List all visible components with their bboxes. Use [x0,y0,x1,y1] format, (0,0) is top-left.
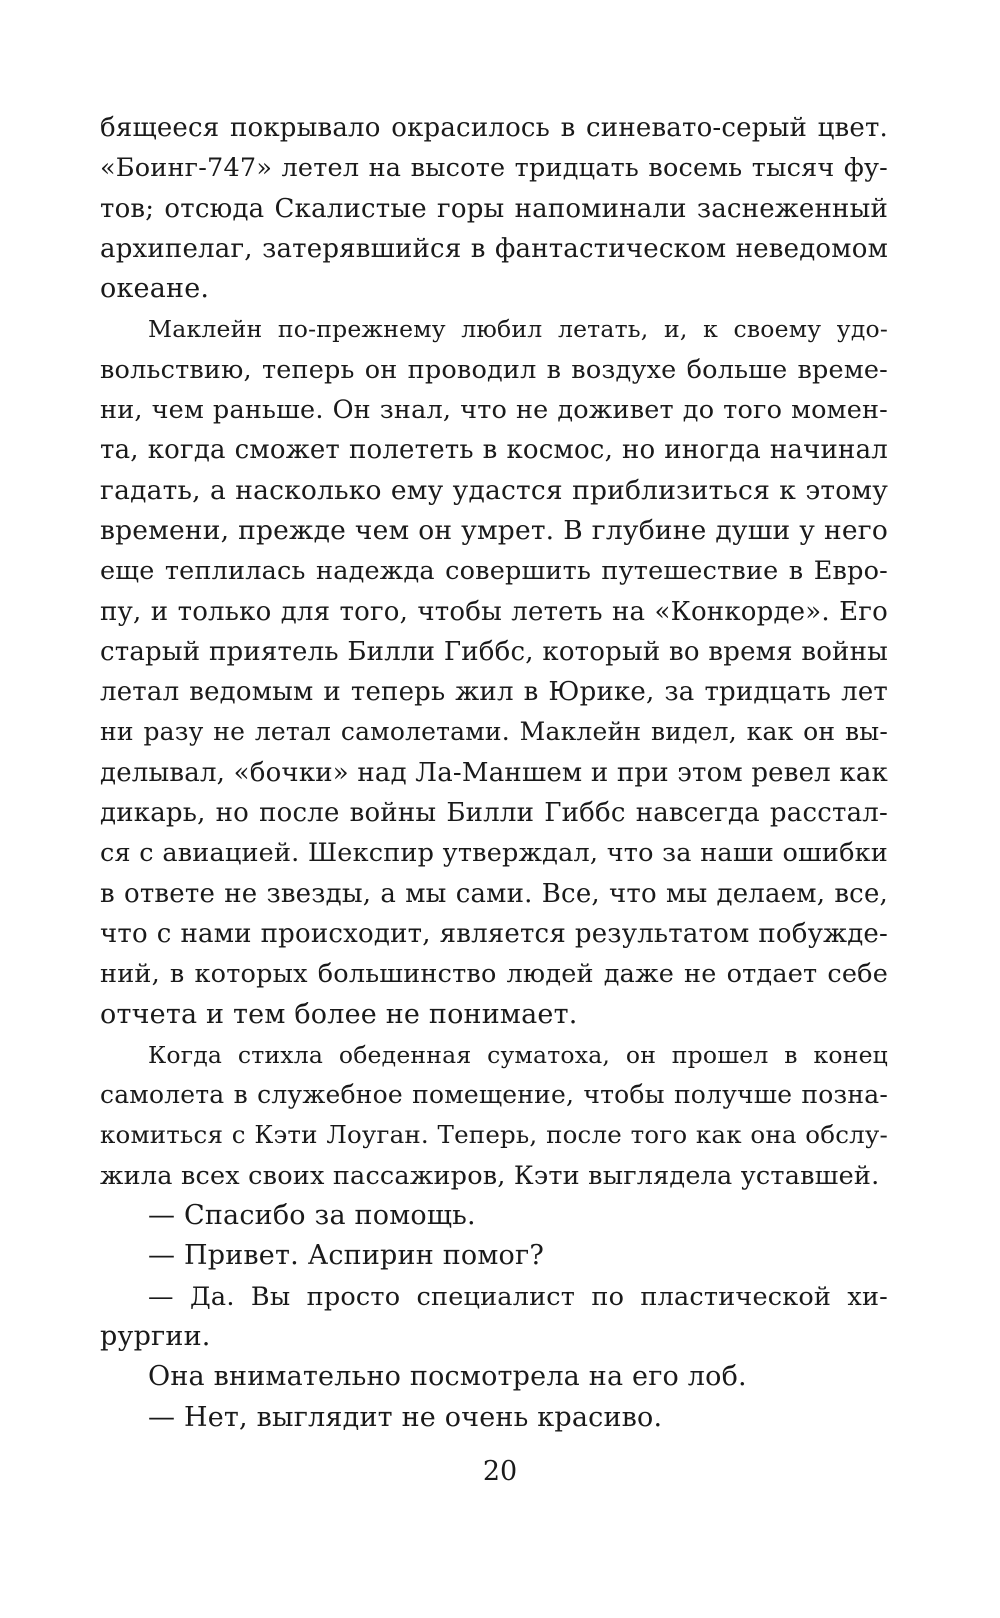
text-line: архипелаг, затерявшийся в фантастическом неведомом [100,233,888,264]
text-line: времени, прежде чем он умрет. В глубине души у него [100,514,888,546]
text-line: ся с авиацией. Шекспир утверждал, что за наши ошибки [100,838,888,869]
text-line: еще теплилась надежда совершить путешествие в Евро- [100,556,888,587]
text-line: Она внимательно посмотрела на его лоб. [148,1361,747,1393]
text-line: летал ведомым и теперь жил в Юрике, за тридцать лет [100,677,888,708]
text-line: дикарь, но после войны Билли Гиббс навсегда расстал- [100,798,888,829]
text-line: «Боинг-747» летел на высоте тридцать восемь тысяч фу- [100,153,888,184]
text-line: ни разу не летал самолетами. Маклейн видел, как он вы- [100,717,888,747]
text-line: самолета в служебное помещение, чтобы получше позна- [100,1080,888,1110]
text-line: тов; отсюда Скалистые горы напоминали заснеженный [100,193,888,224]
text-line: что с нами происходит, является результатом побужде- [100,918,888,949]
text-line: отчета и тем более не понимает. [100,998,578,1030]
text-line: ний, в которых большинство людей даже не отдает себе [100,959,888,990]
body-text [100,108,888,1438]
text-line: бящееся покрывало окрасилось в синевато-серый цвет. [100,113,888,143]
text-line: — Спасибо за помощь. [148,1200,476,1232]
text-line: жила всех своих пассажиров, Кэти выглядела уставшей. [100,1160,880,1191]
text-line: старый приятель Билли Гиббс, который во время войны [100,636,888,667]
text-line: вольствию, теперь он проводил в воздухе больше време- [100,354,888,385]
text-line: — Нет, выглядит не очень красиво. [148,1401,663,1433]
text-line: гадать, а насколько ему удастся приблизиться к этому [100,474,888,506]
text-line: Маклейн по-прежнему любил летать, и, к своему удо- [148,315,888,344]
text-line: пу, и только для того, чтобы лететь на «Конкорде». Его [100,596,888,627]
text-line: делывал, «бочки» над Ла-Маншем и при этом ревел как [100,757,888,788]
page-number: 20 [482,1456,518,1487]
text-line: та, когда сможет полететь в космос, но иногда начинал [100,435,888,466]
text-line: рургии. [100,1320,211,1352]
text-line: — Да. Вы просто специалист по пластической хи- [148,1281,888,1312]
text-line: в ответе не звезды, а мы сами. Все, что мы делаем, все, [100,878,888,909]
text-line: ни, чем раньше. Он знал, что не доживет до того момен- [100,395,888,426]
text-line: — Привет. Аспирин помог? [148,1240,545,1272]
text-line: комиться с Кэти Лоуган. Теперь, после того как она обслу- [100,1120,888,1150]
text-line: Когда стихла обеденная суматоха, он прошел в конец [148,1040,888,1069]
text-line: океане. [100,273,210,305]
